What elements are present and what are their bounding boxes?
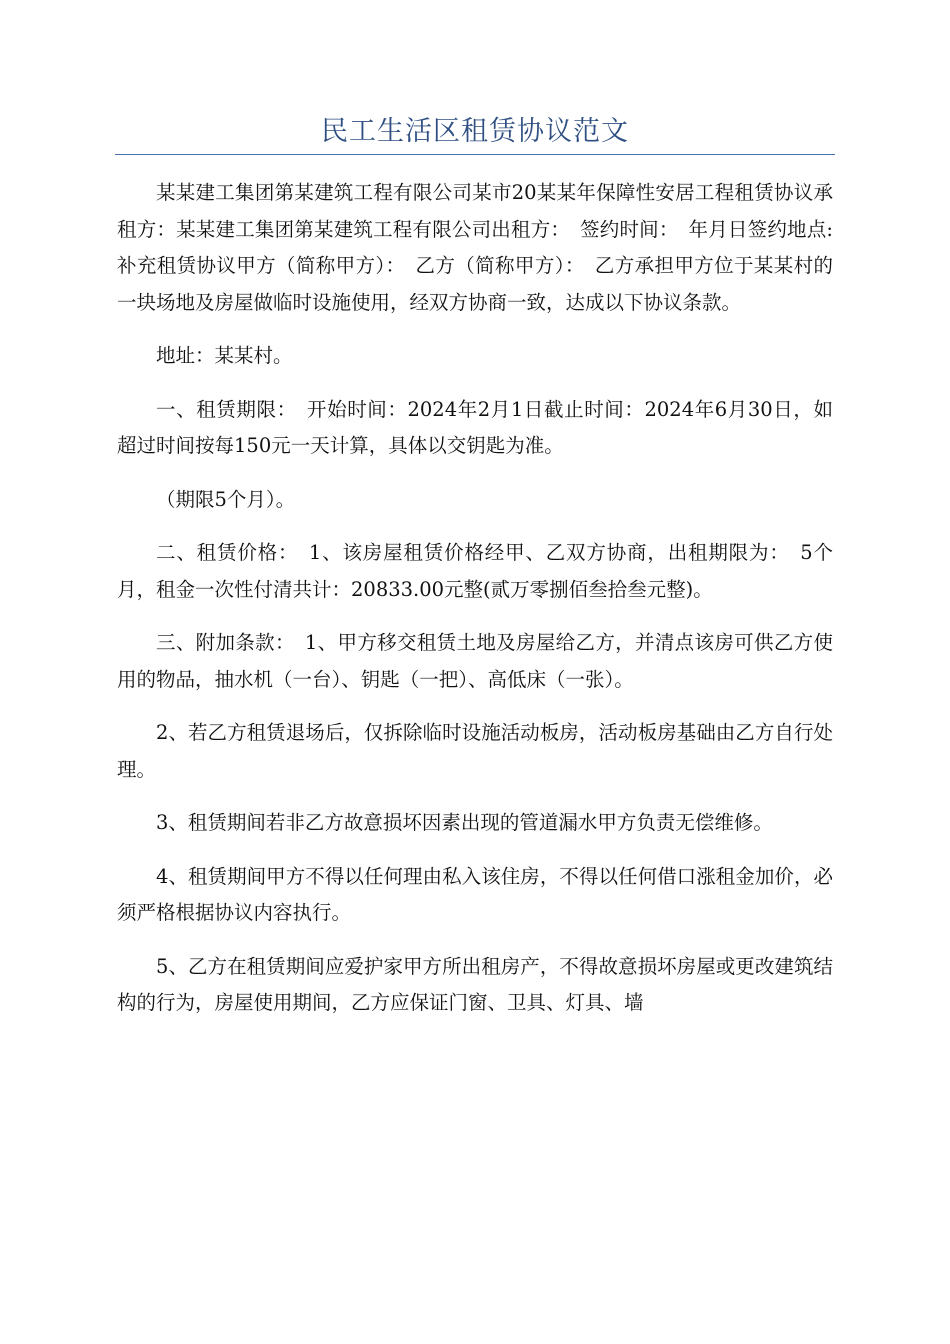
paragraph-lease-term: 一、租赁期限： 开始时间：2024年2月1日截止时间：2024年6月30日，如超过时间按每150元一天计算，具体以交钥匙为准。 <box>117 397 833 457</box>
paragraph-address: 地址：某某村。 <box>156 344 293 367</box>
paragraph-term-length: （期限5个月）。 <box>156 487 296 511</box>
paragraph-clause-4: 4、租赁期间甲方不得以任何理由私入该住房，不得以任何借口涨租金加价，必须严格根据协议内容执行。 <box>117 864 833 924</box>
paragraph-clause-5: 5、乙方在租赁期间应爱护家甲方所出租房产，不得故意损坏房屋或更改建筑结构的行为，房屋使用期间，乙方应保证门窗、卫具、灯具、墙 <box>117 954 833 1014</box>
paragraph-intro: 某某建工集团第某建筑工程有限公司某市20某某年保障性安居工程租赁协议承租方：某某建工集团第某建筑工程有限公司出租方： 签约时间： 年月日签约地点:补充租赁协议甲方（简称甲方）： 乙方（简称甲方）： 乙方承担甲方位于某某村的一块场地及房屋做临时设施使用，经双方协商一致，达成以下协议条款。 <box>117 181 833 314</box>
paragraph-clause-2: 2、若乙方租赁退场后，仅拆除临时设施活动板房，活动板房基础由乙方自行处理。 <box>117 721 833 781</box>
title-underline <box>115 154 835 155</box>
document-title: 民工生活区租赁协议范文 <box>321 116 629 147</box>
document-body <box>117 175 833 1039</box>
paragraph-clause-3: 3、租赁期间若非乙方故意损坏因素出现的管道漏水甲方负责无偿维修。 <box>156 811 773 834</box>
paragraph-lease-price: 二、租赁价格： 1、该房屋租赁价格经甲、乙双方协商，出租期限为： 5个月，租金一次性付清共计：20833.00元整(贰万零捌佰叁拾叁元整)。 <box>117 541 833 601</box>
paragraph-additional-terms: 三、附加条款： 1、甲方移交租赁土地及房屋给乙方，并清点该房可供乙方使用的物品，抽水机（一台）、钥匙（一把）、高低床（一张）。 <box>117 631 833 691</box>
